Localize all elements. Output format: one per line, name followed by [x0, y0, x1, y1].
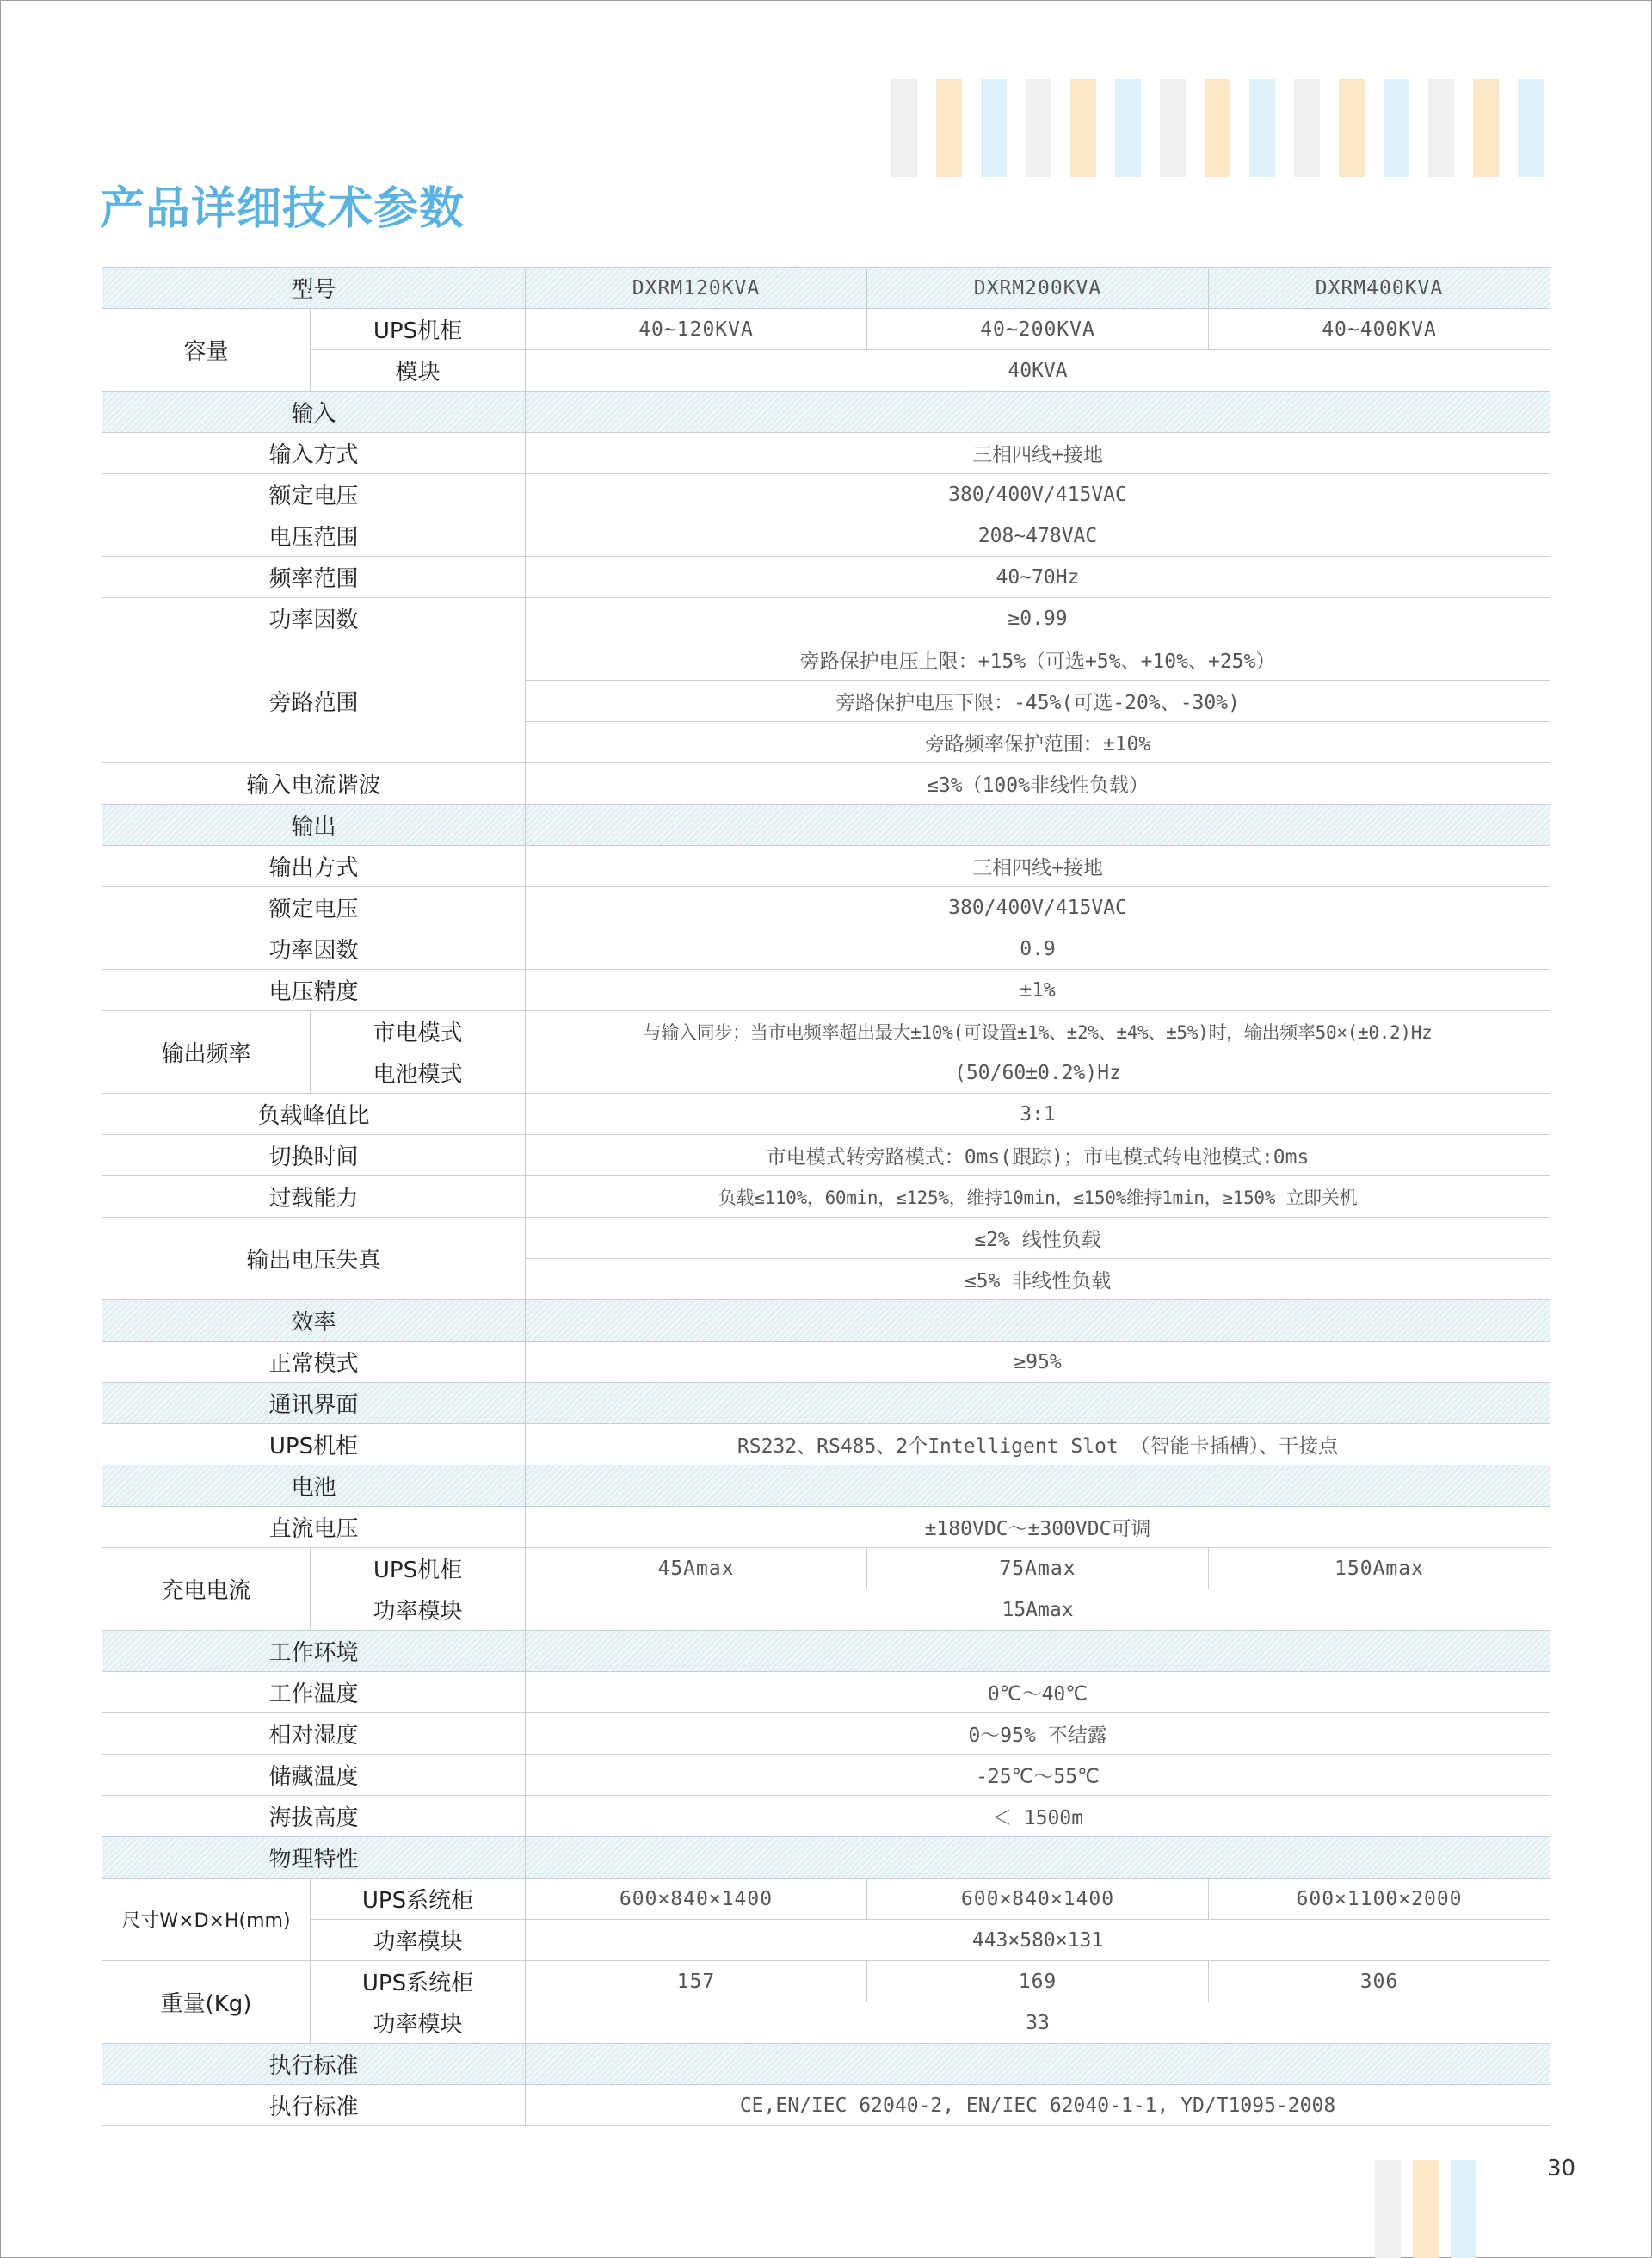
section-header	[102, 805, 1550, 846]
section-title: 输出	[102, 805, 526, 846]
row-label: 相对湿度	[102, 1713, 526, 1755]
section-header	[102, 1837, 1550, 1879]
table-row	[102, 1094, 1550, 1135]
cell-value: 33	[526, 2002, 1550, 2044]
row-label: 过载能力	[102, 1176, 526, 1218]
section-header	[102, 2044, 1550, 2085]
cell-value: 208~478VAC	[526, 515, 1550, 557]
cell-value: 40~400KVA	[1209, 309, 1550, 350]
table-row	[102, 309, 1550, 350]
row-label: 直流电压	[102, 1507, 526, 1548]
table-row	[102, 1879, 1550, 1920]
table-row	[102, 1672, 1550, 1713]
cell-value: 3:1	[526, 1094, 1550, 1135]
cell-value: 306	[1209, 1961, 1550, 2002]
table-row	[102, 1507, 1550, 1548]
table-row	[102, 928, 1550, 970]
cell-value: ≤5% 非线性负载	[526, 1259, 1550, 1300]
row-label: 功率因数	[102, 928, 526, 970]
row-label: 电压精度	[102, 970, 526, 1011]
section-header	[102, 1465, 1550, 1507]
table-row	[102, 350, 1550, 392]
section-title: 通讯界面	[102, 1383, 526, 1424]
row-label: 频率范围	[102, 557, 526, 598]
cell-value: 600×840×1400	[526, 1879, 867, 1920]
cell-value: ±180VDC～±300VDC可调	[526, 1507, 1550, 1548]
cell-value: 169	[867, 1961, 1209, 2002]
cell-value: 0～95% 不结露	[526, 1713, 1550, 1755]
cell-value: 负载≤110%，60min，≤125%，维持10min，≤150%维持1min，≥150% 立即关机	[526, 1176, 1550, 1218]
table-row	[102, 1052, 1550, 1094]
table-row	[102, 433, 1550, 474]
cell-value: (50/60±0.2%)Hz	[526, 1052, 1550, 1094]
cell-value: 旁路频率保护范围：±10%	[526, 722, 1550, 763]
cell-value: 与输入同步；当市电频率超出最大±10%(可设置±1%、±2%、±4%、±5%)时，输出频率50×(±0.2)Hz	[526, 1011, 1550, 1052]
sub-label: 市电模式	[311, 1011, 526, 1052]
cell-value: 0.9	[526, 928, 1550, 970]
table-row	[102, 1342, 1550, 1383]
sub-label: 功率模块	[311, 2002, 526, 2044]
table-row	[102, 763, 1550, 805]
table-row	[102, 970, 1550, 1011]
cell-value: 150Amax	[1209, 1548, 1550, 1589]
cell-value: 三相四线+接地	[526, 846, 1550, 887]
page-title: 产品详细技术参数	[100, 183, 465, 235]
cell-value: RS232、RS485、2个Intelligent Slot （智能卡插槽）、干接点	[526, 1424, 1550, 1465]
cell-value: 40KVA	[526, 350, 1550, 392]
model-header-row	[102, 268, 1550, 309]
sub-label: UPS系统柜	[311, 1879, 526, 1920]
row-label: 旁路范围	[102, 639, 526, 763]
table-row	[102, 2085, 1550, 2126]
table-row	[102, 1176, 1550, 1218]
cell-value: 市电模式转旁路模式：0ms(跟踪)；市电模式转电池模式:0ms	[526, 1135, 1550, 1176]
cell-value: 40~200KVA	[867, 309, 1209, 350]
table-row	[102, 515, 1550, 557]
row-label: 额定电压	[102, 887, 526, 928]
table-row	[102, 1548, 1550, 1589]
cell-value: ≤2% 线性负载	[526, 1218, 1550, 1259]
cell-value: 15Amax	[526, 1589, 1550, 1631]
spec-table	[102, 267, 1550, 2126]
model-name: DXRM120KVA	[526, 268, 867, 309]
sub-label: 模块	[311, 350, 526, 392]
cell-value: ±1%	[526, 970, 1550, 1011]
section-title: 工作环境	[102, 1631, 526, 1672]
cell-value: CE,EN/IEC 62040-2, EN/IEC 62040-1-1, YD/T1095-2008	[526, 2085, 1550, 2126]
sub-label: UPS机柜	[311, 309, 526, 350]
section-header	[102, 1300, 1550, 1342]
cell-value: ＜ 1500m	[526, 1796, 1550, 1837]
row-label: 海拔高度	[102, 1796, 526, 1837]
section-title: 输入	[102, 392, 526, 433]
table-row	[102, 474, 1550, 515]
cell-value: 157	[526, 1961, 867, 2002]
table-row	[102, 1135, 1550, 1176]
cell-value: 443×580×131	[526, 1920, 1550, 1961]
cell-value: 600×1100×2000	[1209, 1879, 1550, 1920]
table-row	[102, 1218, 1550, 1259]
table-row	[102, 1920, 1550, 1961]
sub-label: 功率模块	[311, 1920, 526, 1961]
cell-value: -25℃～55℃	[526, 1755, 1550, 1796]
table-row	[102, 639, 1550, 681]
cell-value: ≥0.99	[526, 598, 1550, 639]
section-header	[102, 392, 1550, 433]
table-row	[102, 887, 1550, 928]
table-row	[102, 1011, 1550, 1052]
section-header	[102, 1631, 1550, 1672]
cell-value: 三相四线+接地	[526, 433, 1550, 474]
row-label: 电压范围	[102, 515, 526, 557]
table-row	[102, 846, 1550, 887]
sub-label: 功率模块	[311, 1589, 526, 1631]
section-title: 物理特性	[102, 1837, 526, 1879]
row-label: 功率因数	[102, 598, 526, 639]
cell-value: 75Amax	[867, 1548, 1209, 1589]
row-label: 负载峰值比	[102, 1094, 526, 1135]
row-label: 储藏温度	[102, 1755, 526, 1796]
cell-value: 380/400V/415VAC	[526, 474, 1550, 515]
cell-value: 旁路保护电压上限：+15%（可选+5%、+10%、+25%）	[526, 639, 1550, 681]
row-label: UPS机柜	[102, 1424, 526, 1465]
row-label: 重量(Kg)	[102, 1961, 311, 2044]
model-name: DXRM200KVA	[867, 268, 1209, 309]
section-title: 电池	[102, 1465, 526, 1507]
table-row	[102, 2002, 1550, 2044]
section-title: 效率	[102, 1300, 526, 1342]
sub-label: UPS机柜	[311, 1548, 526, 1589]
row-label: 输出频率	[102, 1011, 311, 1094]
table-row	[102, 1589, 1550, 1631]
cell-value: 40~120KVA	[526, 309, 867, 350]
row-label: 输入电流谐波	[102, 763, 526, 805]
cell-value: ≤3%（100%非线性负载）	[526, 763, 1550, 805]
row-label: 尺寸W×D×H(mm)	[102, 1879, 311, 1961]
cell-value: 旁路保护电压下限：-45%(可选-20%、-30%)	[526, 681, 1550, 722]
row-label: 工作温度	[102, 1672, 526, 1713]
row-label: 输出方式	[102, 846, 526, 887]
cell-value: 0℃～40℃	[526, 1672, 1550, 1713]
row-label: 额定电压	[102, 474, 526, 515]
row-label: 执行标准	[102, 2085, 526, 2126]
row-label: 输出电压失真	[102, 1218, 526, 1300]
table-row	[102, 1796, 1550, 1837]
cell-value: 600×840×1400	[867, 1879, 1209, 1920]
sub-label: 电池模式	[311, 1052, 526, 1094]
cell-value: ≥95%	[526, 1342, 1550, 1383]
table-row	[102, 598, 1550, 639]
row-label: 正常模式	[102, 1342, 526, 1383]
cell-value: 40~70Hz	[526, 557, 1550, 598]
table-row	[102, 1713, 1550, 1755]
table-row	[102, 1424, 1550, 1465]
cell-value: 380/400V/415VAC	[526, 887, 1550, 928]
model-label: 型号	[102, 268, 526, 309]
row-label: 输入方式	[102, 433, 526, 474]
table-row	[102, 557, 1550, 598]
cell-value: 45Amax	[526, 1548, 867, 1589]
model-name: DXRM400KVA	[1209, 268, 1550, 309]
capacity-label: 容量	[102, 309, 311, 392]
row-label: 充电电流	[102, 1548, 311, 1631]
table-row	[102, 1755, 1550, 1796]
table-row	[102, 1961, 1550, 2002]
page-number: 30	[1547, 2156, 1576, 2181]
sub-label: UPS系统柜	[311, 1961, 526, 2002]
section-header	[102, 1383, 1550, 1424]
row-label: 切换时间	[102, 1135, 526, 1176]
section-title: 执行标准	[102, 2044, 526, 2085]
